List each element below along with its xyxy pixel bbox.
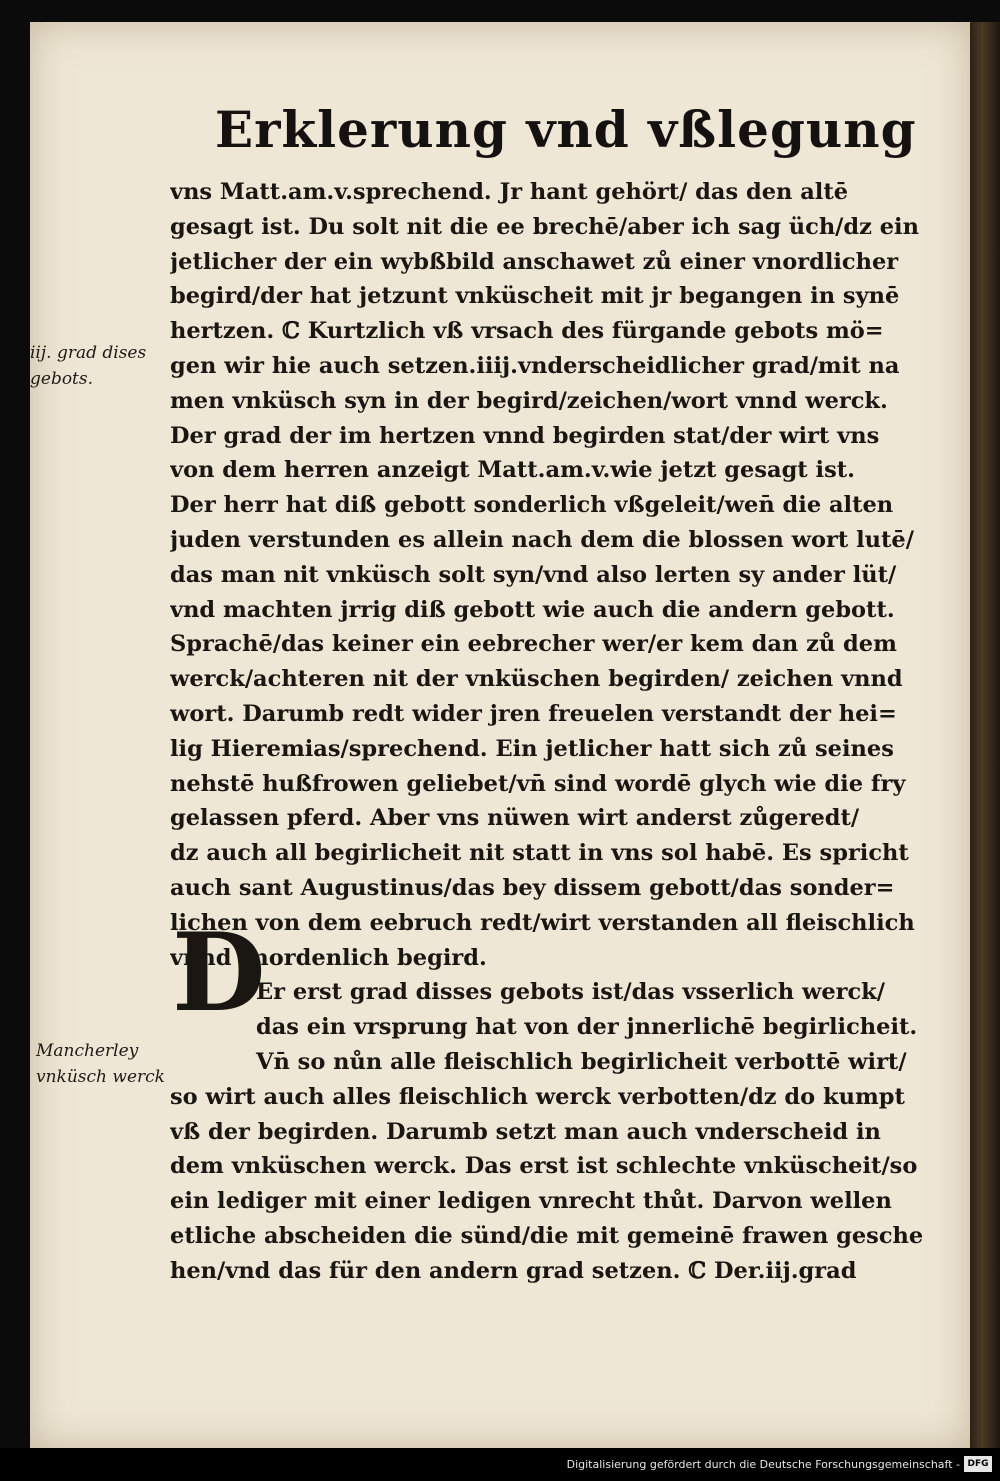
text-line: hen/vnd das für den andern grad setzen. ℂ Der.iij.grad [170,1257,857,1284]
body-paragraph-continued [170,1080,930,1289]
text-line: gelassen pferd. Aber vns nüwen wirt anderst zůgeredt/ [170,805,860,832]
text-line: vß der begirden. Darumb setzt man auch vnderscheid in [170,1118,881,1145]
text-line: lig Hieremias/sprechend. Ein jetlicher hatt sich zů seines [170,735,894,762]
running-head: Erklerung vnd vßlegung [215,100,917,159]
indented-paragraph-start [170,975,930,1079]
text-line: Der grad der im hertzen vnnd begirden stat/der wirt vns [170,422,880,449]
text-line: hertzen. ℂ Kurtzlich vß vrsach des fürgande gebots mö= [170,318,884,345]
margin-note-line: vnküsch werck [36,1067,165,1087]
text-line: jetlicher der ein wybßbild anschawet zů einer vnordlicher [170,248,899,275]
text-line: dz auch all begirlicheit nit statt in vns sol habē. Es spricht [170,840,909,867]
text-line: werck/achteren nit der vnküschen begirden/ zeichen vnnd [170,666,903,693]
text-line: lichen von dem eebruch redt/wirt verstanden all fleischlich [170,909,915,936]
text-line: dem vnküschen werck. Das erst ist schlechte vnküscheit/so [170,1153,918,1180]
margin-note-line: gebots. [30,369,94,389]
text-line: auch sant Augustinus/das bey dissem gebott/das sonder= [170,874,895,901]
text-line: wort. Darumb redt wider jren freuelen verstandt der hei= [170,700,897,727]
margin-note-grades [30,340,146,392]
text-line: Er erst grad disses gebots ist/das vsserlich werck/ [256,979,885,1006]
text-line: gen wir hie auch setzen.iiij.vnderscheidlicher grad/mit na [170,352,900,379]
text-line: vns Matt.am.v.sprechend. Jr hant gehört/ das den altē [170,179,849,205]
text-line: juden verstunden es allein nach dem die blossen wort lutē/ [170,526,914,553]
dfg-logo: DFG [964,1456,992,1472]
text-line: begird/der hat jetzunt vnküscheit mit jr begangen in synē [170,283,900,310]
footer-credit: Digitalisierung gefördert durch die Deutsche Forschungsgemeinschaft - [566,1458,960,1471]
body-paragraph [170,175,930,975]
text-line: das ein vrsprung hat von der jnnerlichē begirlicheit. [256,1014,918,1041]
text-line: ein lediger mit einer ledigen vnrecht thůt. Darvon wellen [170,1188,892,1215]
book-spine [970,22,1000,1448]
text-line: vnd machten jrrig diß gebott wie auch die andern gebott. [170,596,895,623]
text-line: etliche abscheiden die sünd/die mit gemeinē frawen gesche [170,1222,924,1249]
text-line: Der herr hat diß gebott sonderlich vßgeleit/wen̄ die alten [170,492,894,519]
text-line: gesagt ist. Du solt nit die ee brechē/aber ich sag üch/dz ein [170,213,919,240]
drop-cap: D [172,910,266,1036]
margin-note-works [36,1038,165,1090]
body-text [170,175,930,1289]
margin-note-line: Mancherley [36,1041,139,1061]
text-line: men vnküsch syn in der begird/zeichen/wort vnnd werck. [170,387,888,414]
text-line: nehstē hußfrowen geliebet/vn̄ sind wordē glych wie die fry [170,770,906,797]
text-line: das man nit vnküsch solt syn/vnd also lerten sy ander lüt/ [170,561,897,588]
text-line: vnnd vnordenlich begird. [170,944,487,971]
text-line: Sprachē/das keiner ein eebrecher wer/er kem dan zů dem [170,631,897,658]
margin-note-line: iij. grad dises [30,343,147,363]
text-line: Vn̄ so nůn alle fleischlich begirlicheit verbottē wirt/ [256,1048,907,1075]
text-line: so wirt auch alles fleischlich werck verbotten/dz do kumpt [170,1083,905,1110]
footer-bar [0,1448,1000,1481]
text-line: von dem herren anzeigt Matt.am.v.wie jetzt gesagt ist. [170,457,855,484]
